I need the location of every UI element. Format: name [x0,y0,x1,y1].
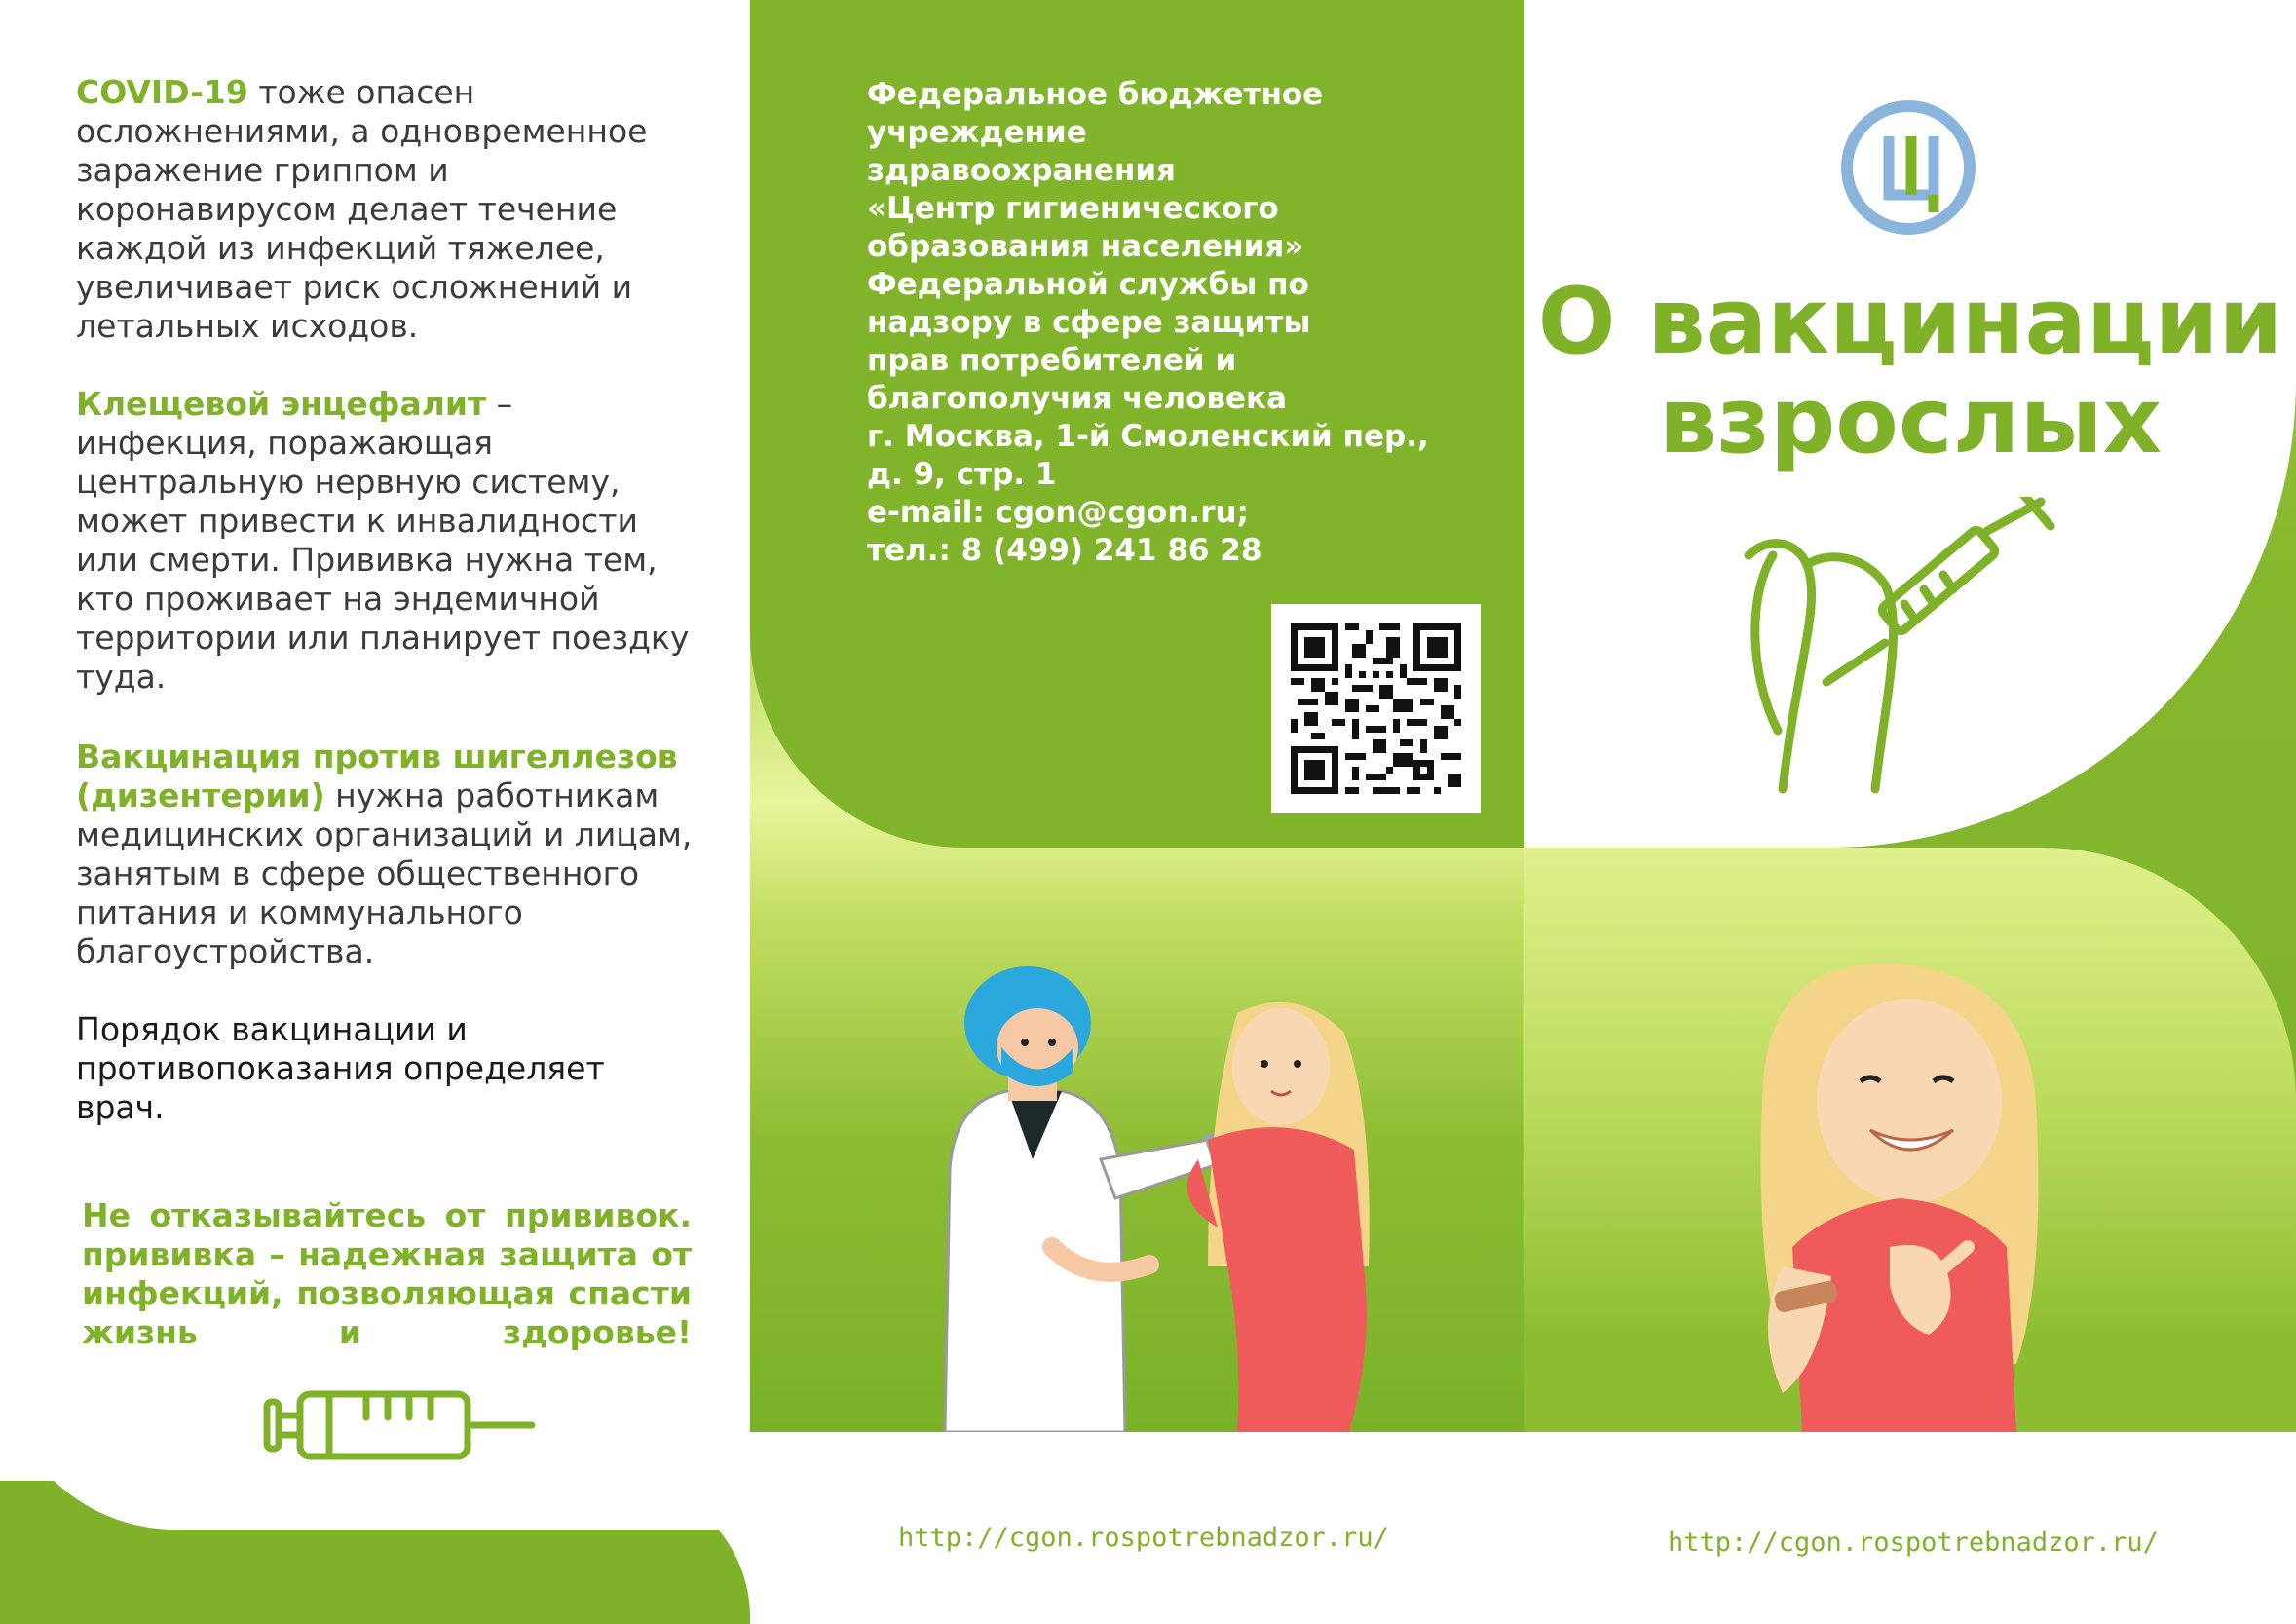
organization-contacts: Федеральное бюджетное учреждение здравоохранения «Центр гигиенического образования населения» Федеральной службы по надзору в сфере защиты прав потребителей и благополучия человека г. Москва, 1-й Смоленский пер., д. 9, стр. 1 e-mail: cgon@cgon.ru; тел.: 8 (499) 241 86 28 [867,77,1429,568]
shigellosis-heading: Вакцинация против шигеллезов (дизентерии) [76,737,678,814]
website-link-middle[interactable]: http://cgon.rospotrebnadzor.ru/ [898,1523,1389,1553]
covid-paragraph [76,73,699,346]
doctor-vaccinating-woman [916,955,1403,1432]
encephalitis-heading: Клещевой энцефалит [76,385,487,423]
doctor-note-paragraph: Порядок вакцинации и противопоказания определяет врач. [76,1010,605,1126]
left-panel [0,0,750,1624]
qr-code-box[interactable] [1271,604,1481,813]
cgon-logo-icon [1838,97,1979,239]
qr-code-icon [1291,623,1461,794]
smiling-woman-with-bandage [1714,955,2085,1432]
page-title: О вакцинации взрослых [1537,269,2283,474]
shigellosis-text: нужна работникам медицинских организаций и лицам, занятым в сфере общественного питания и коммунального благоустройства. [76,776,693,970]
call-to-action-paragraph: Не отказывайтесь от прививок. прививка – надежная защита от инфекций, позволяющая спасти жизнь и здоровье! [82,1196,692,1351]
patient-figure [1187,1002,1370,1432]
encephalitis-text: – инфекция, поражающая центральную нервную систему, может привести к инвалидности или смерти. Прививка нужна тем, кто проживает на эндемичной территории или планирует поездку туда. [76,385,690,696]
covid-heading: COVID-19 [76,73,248,111]
shigellosis-paragraph [76,737,699,971]
covid-text: тоже опасен осложнениями, а одновременное заражение гриппом и коронавирусом делает течение каждой из инфекций тяжелее, увеличивает риск осложнений и летальных исходов. [76,73,648,345]
shoulder-syringe-icon [1739,497,2089,799]
syringe-icon [261,1379,536,1472]
encephalitis-paragraph [76,385,699,697]
website-link-right[interactable]: http://cgon.rospotrebnadzor.ru/ [1668,1528,2159,1558]
